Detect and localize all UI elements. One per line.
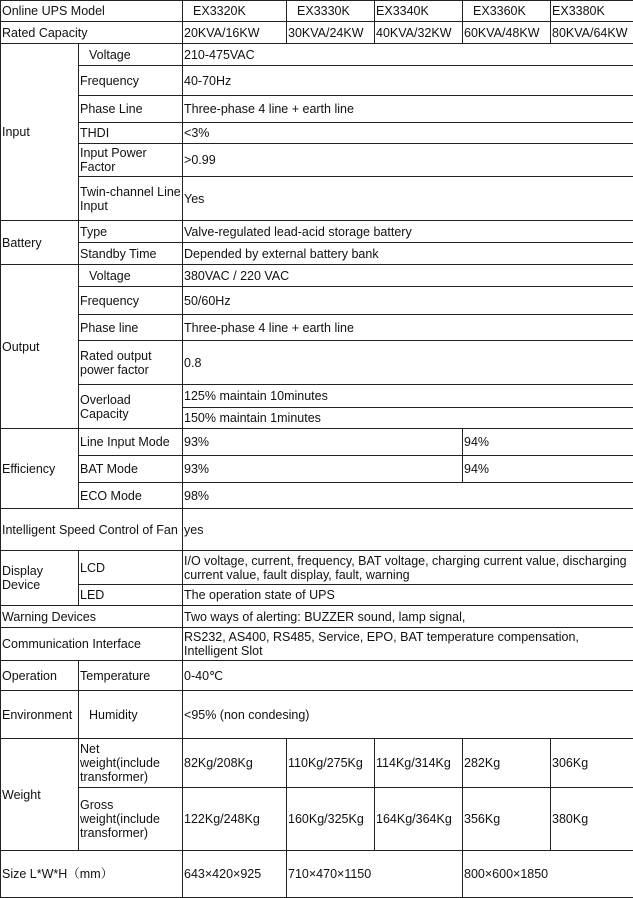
spec-value: 380VAC / 220 VAC	[183, 265, 633, 287]
output-label: Output	[1, 265, 79, 429]
spec-value: 93%	[183, 456, 463, 483]
spec-value: 0-40℃	[183, 661, 633, 691]
spec-value: yes	[183, 509, 633, 551]
spec-value: 643×420×925	[183, 851, 287, 898]
spec-key: LCD	[79, 551, 183, 585]
spec-key: Temperature	[79, 661, 183, 691]
spec-value: 93%	[183, 429, 463, 456]
display-label: Display Device	[1, 551, 79, 606]
capacity-row	[1, 22, 633, 44]
capacity-label: Rated Capacity	[1, 22, 183, 44]
model-row	[1, 1, 633, 22]
battery-label: Battery	[1, 221, 79, 265]
fan-label: Intelligent Speed Control of Fan	[1, 509, 183, 551]
model-name: EX3320K	[183, 1, 287, 22]
spec-value: 82Kg/208Kg	[183, 739, 287, 788]
spec-value: 380Kg	[551, 788, 633, 851]
spec-key: LED	[79, 585, 183, 606]
capacity-value: 60KVA/48KW	[463, 22, 551, 44]
spec-value: 0.8	[183, 341, 633, 385]
spec-key: ECO Mode	[79, 483, 183, 509]
spec-value: 94%	[463, 429, 633, 456]
spec-value: 710×470×1150	[287, 851, 463, 898]
spec-value: 210-475VAC	[183, 44, 633, 66]
spec-value: Valve-regulated lead-acid storage battery	[183, 221, 633, 243]
spec-value: Three-phase 4 line + earth line	[183, 96, 633, 123]
size-label: Size L*W*H（mm）	[1, 851, 183, 898]
spec-value: 94%	[463, 456, 633, 483]
weight-label: Weight	[1, 739, 79, 851]
spec-key: Type	[79, 221, 183, 243]
spec-key: Phase Line	[79, 96, 183, 123]
spec-value: 150% maintain 1minutes	[183, 408, 633, 429]
spec-key: Twin-channel Line Input	[79, 177, 183, 221]
spec-value: 306Kg	[551, 739, 633, 788]
spec-value: Three-phase 4 line + earth line	[183, 315, 633, 341]
spec-value: I/O voltage, current, frequency, BAT voltage, charging current value, discharging current value, fault display, fault, warning	[183, 551, 633, 585]
spec-value: The operation state of UPS	[183, 585, 633, 606]
spec-value: 122Kg/248Kg	[183, 788, 287, 851]
spec-key: Frequency	[79, 66, 183, 96]
spec-value: 164Kg/364Kg	[375, 788, 463, 851]
capacity-value: 20KVA/16KW	[183, 22, 287, 44]
spec-key: Voltage	[79, 265, 183, 287]
spec-value: Depended by external battery bank	[183, 243, 633, 265]
spec-value: 110Kg/275Kg	[287, 739, 375, 788]
input-label: Input	[1, 44, 79, 221]
spec-key: Net weight(include transformer)	[79, 739, 183, 788]
model-name: EX3340K	[375, 1, 463, 22]
warning-label: Warning Devices	[1, 606, 183, 628]
spec-key: Standby Time	[79, 243, 183, 265]
spec-value: 98%	[183, 483, 633, 509]
capacity-value: 30KVA/24KW	[287, 22, 375, 44]
capacity-value: 80KVA/64KW	[551, 22, 633, 44]
spec-key: Frequency	[79, 287, 183, 315]
spec-value: 800×600×1850	[463, 851, 633, 898]
spec-value: 40-70Hz	[183, 66, 633, 96]
spec-value: <95% (non condesing)	[183, 691, 633, 739]
comm-label: Communication Interface	[1, 628, 183, 661]
spec-value: Yes	[183, 177, 633, 221]
spec-value: <3%	[183, 123, 633, 144]
efficiency-label: Efficiency	[1, 429, 79, 509]
spec-value: 125% maintain 10minutes	[183, 385, 633, 408]
model-name: EX3380K	[551, 1, 633, 22]
spec-key: THDI	[79, 123, 183, 144]
spec-key: Voltage	[79, 44, 183, 66]
spec-key: Gross weight(include transformer)	[79, 788, 183, 851]
spec-key: Input Power Factor	[79, 144, 183, 177]
spec-key: BAT Mode	[79, 456, 183, 483]
model-name: EX3330K	[287, 1, 375, 22]
operation-label: Operation	[1, 661, 79, 691]
model-label: Online UPS Model	[1, 1, 183, 22]
spec-value: 160Kg/325Kg	[287, 788, 375, 851]
spec-key: Line Input Mode	[79, 429, 183, 456]
capacity-value: 40KVA/32KW	[375, 22, 463, 44]
spec-value: RS232, AS400, RS485, Service, EPO, BAT temperature compensation, Intelligent Slot	[183, 628, 633, 661]
model-name: EX3360K	[463, 1, 551, 22]
spec-key: Rated output power factor	[79, 341, 183, 385]
spec-key: Phase line	[79, 315, 183, 341]
spec-key: Humidity	[79, 691, 183, 739]
spec-value: 114Kg/314Kg	[375, 739, 463, 788]
spec-value: 50/60Hz	[183, 287, 633, 315]
spec-value: 282Kg	[463, 739, 551, 788]
environment-label: Environment	[1, 691, 79, 739]
spec-value: 356Kg	[463, 788, 551, 851]
spec-value: Two ways of alerting: BUZZER sound, lamp signal,	[183, 606, 633, 628]
spec-value: >0.99	[183, 144, 633, 177]
spec-key: Overload Capacity	[79, 385, 183, 429]
